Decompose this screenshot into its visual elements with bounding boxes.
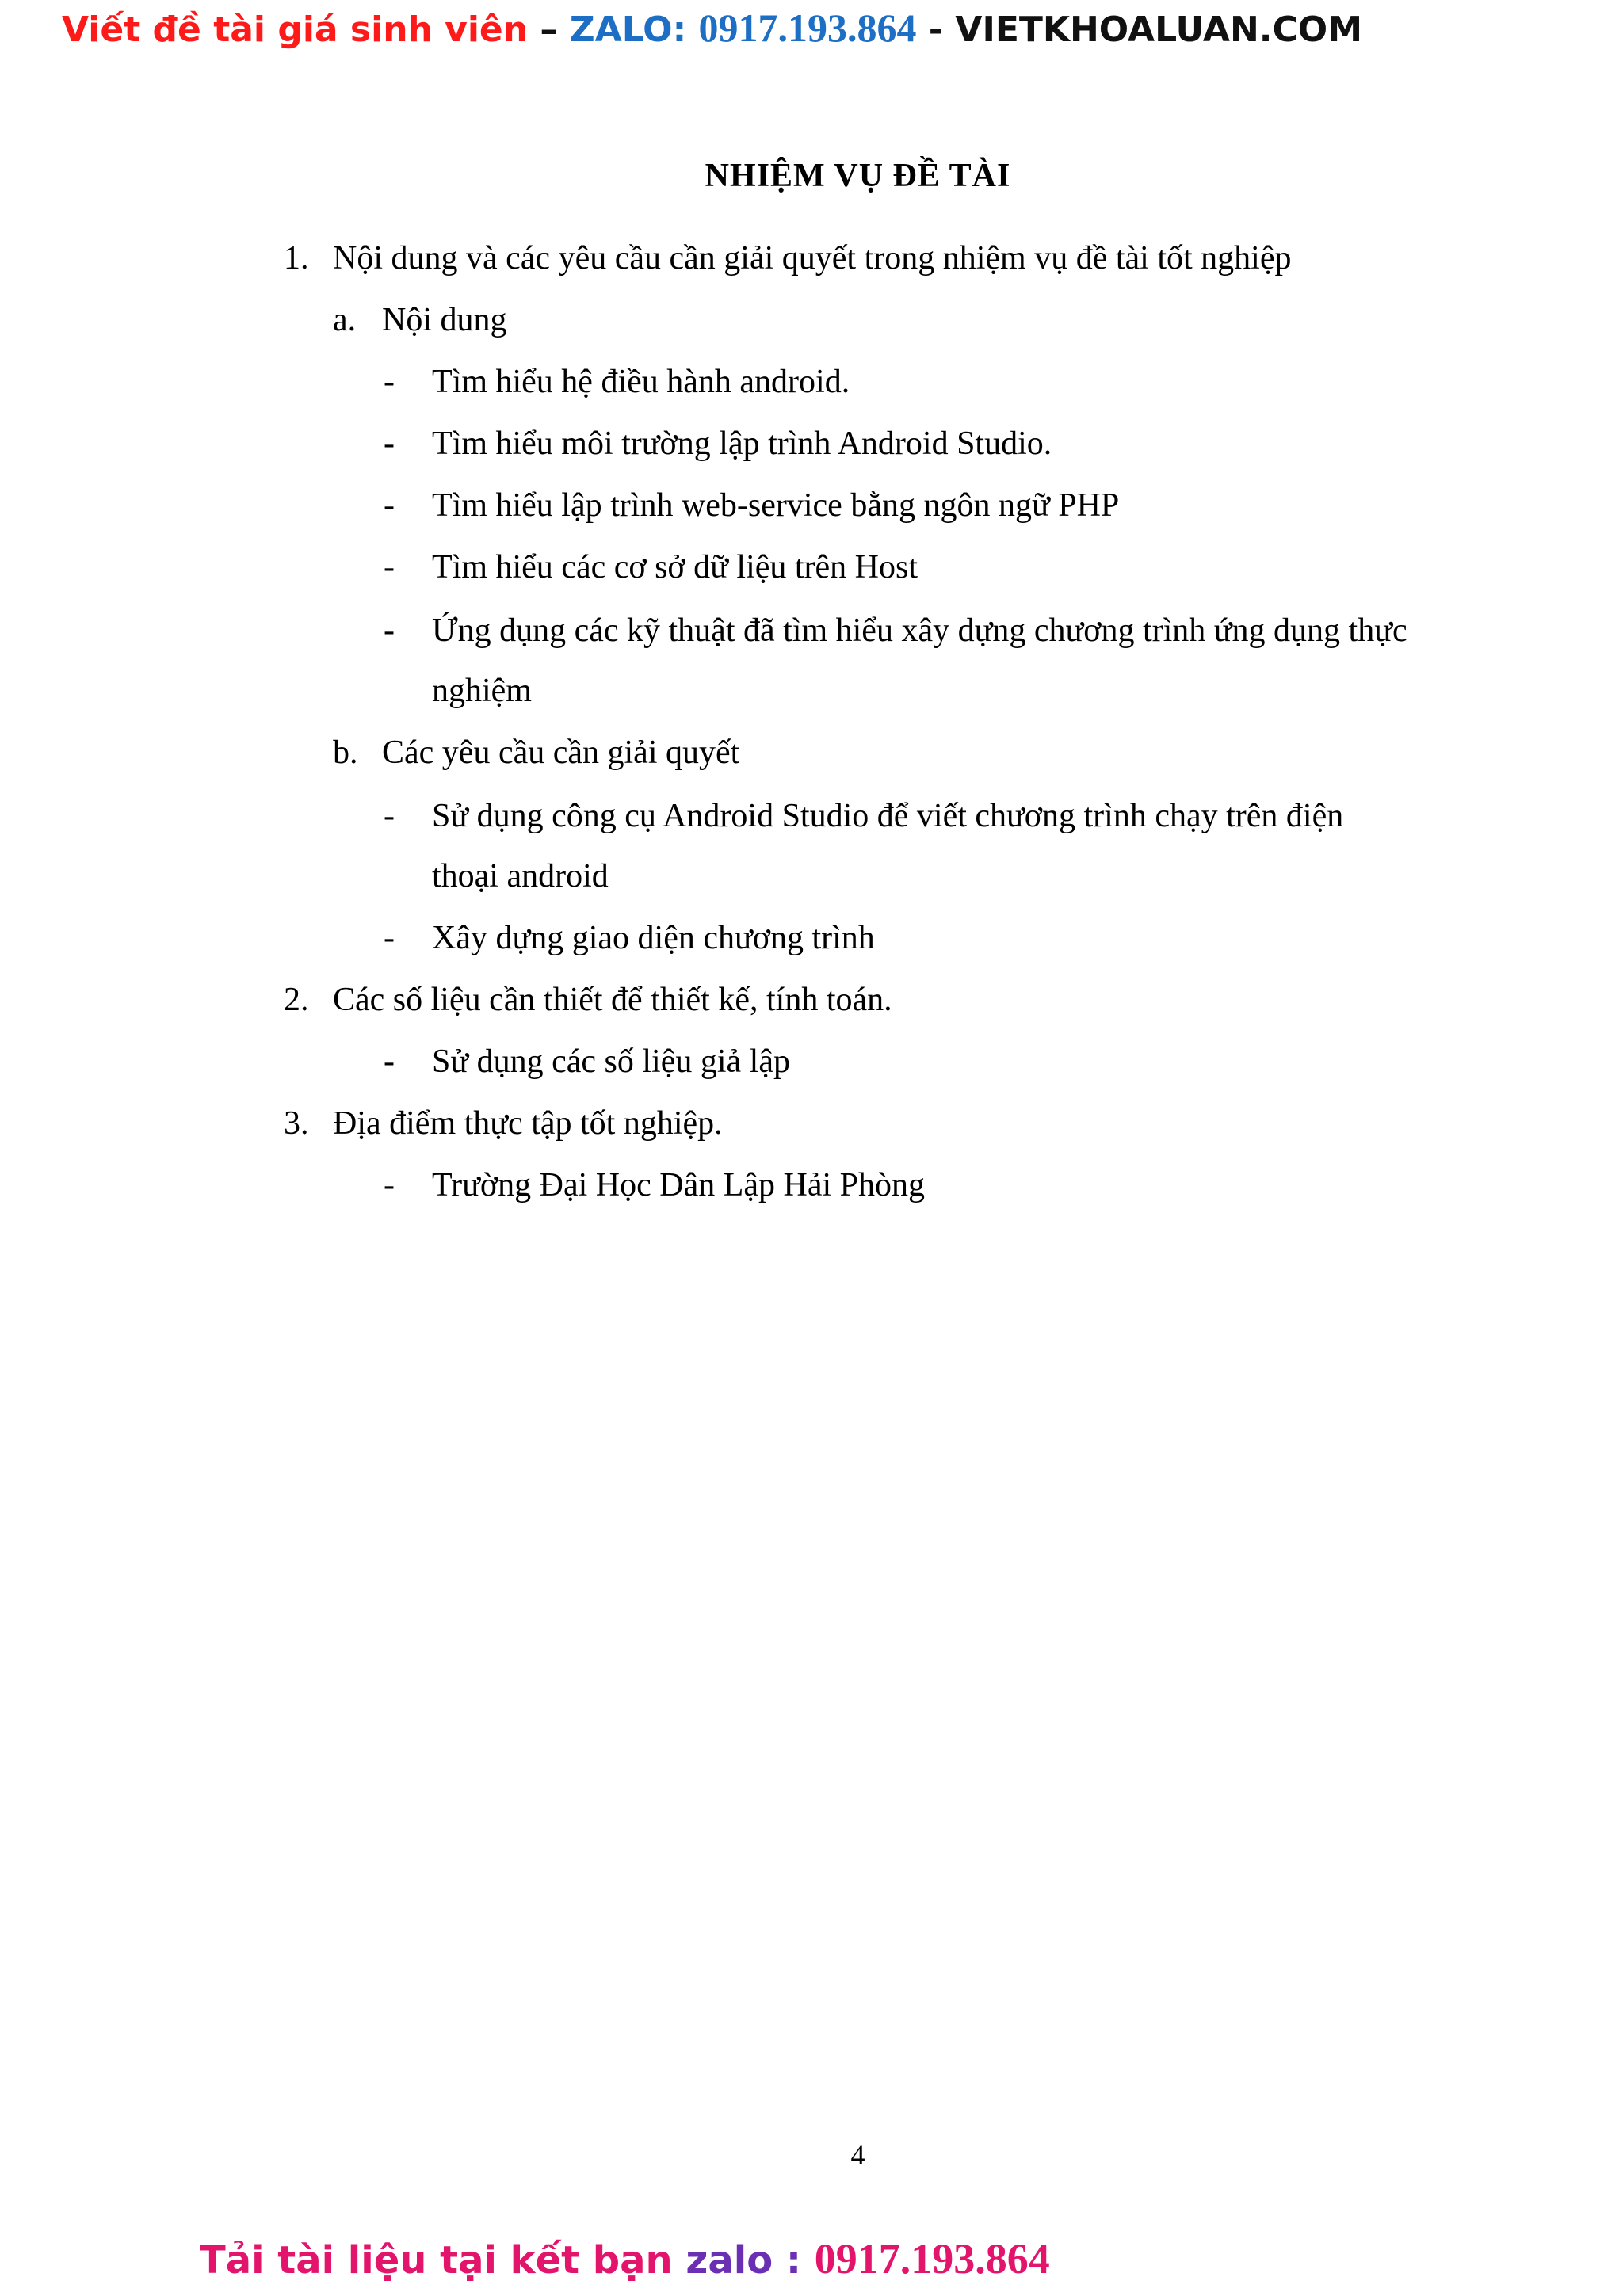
footer-phone-number: 0917.193.864	[814, 2235, 1050, 2283]
list-item: Tìm hiểu lập trình web-service bằng ngôn ngữ PHP	[432, 487, 1120, 524]
bullet-marker: -	[384, 1167, 395, 1203]
list-item: Tìm hiểu môi trường lập trình Android Studio.	[432, 425, 1052, 462]
list-item: Ứng dụng các kỹ thuật đã tìm hiểu xây dựng chương trình ứng dụng thực	[432, 612, 1407, 649]
page-number: 4	[850, 2139, 865, 2171]
list-item-continuation: nghiệm	[432, 673, 532, 709]
bullet-marker: -	[384, 487, 395, 524]
list-item: Trường Đại Học Dân Lập Hải Phòng	[432, 1167, 926, 1203]
subsection-heading: Nội dung	[382, 302, 507, 338]
section-heading: Địa điểm thực tập tốt nghiệp.	[333, 1105, 723, 1142]
document-title: NHIỆM VỤ ĐỀ TÀI	[705, 158, 1011, 194]
list-item: Tìm hiểu hệ điều hành android.	[432, 364, 850, 400]
bullet-marker: -	[384, 1043, 395, 1080]
subsection-letter: a.	[333, 302, 357, 338]
list-item: Xây dựng giao diện chương trình	[432, 920, 875, 956]
header-zalo-label: ZALO:	[569, 10, 699, 50]
section-number: 3.	[284, 1105, 309, 1142]
footer-banner	[200, 2231, 1050, 2286]
header-website: VIETKHOALUAN.COM	[955, 10, 1362, 50]
bullet-marker: -	[384, 549, 395, 585]
bullet-marker: -	[384, 920, 395, 956]
bullet-marker: -	[384, 612, 395, 649]
bullet-marker: -	[384, 425, 395, 462]
list-item: Sử dụng công cụ Android Studio để viết chương trình chạy trên điện	[432, 798, 1344, 834]
bullet-marker: -	[384, 364, 395, 400]
section-heading: Các số liệu cần thiết để thiết kế, tính toán.	[333, 982, 892, 1018]
header-phone-number: 0917.193.864	[698, 6, 917, 50]
subsection-letter: b.	[333, 734, 358, 771]
section-number: 2.	[284, 982, 309, 1018]
section-heading: Nội dung và các yêu cầu cần giải quyết trong nhiệm vụ đề tài tốt nghiệp	[333, 240, 1292, 277]
footer-zalo-label: zalo :	[685, 2238, 815, 2283]
bullet-marker: -	[384, 798, 395, 834]
list-item: Tìm hiểu các cơ sở dữ liệu trên Host	[432, 549, 918, 585]
section-number: 1.	[284, 240, 309, 277]
footer-lead-text: Tải tài liệu tại kết bạn	[200, 2238, 686, 2283]
subsection-heading: Các yêu cầu cần giải quyết	[382, 734, 740, 771]
list-item-continuation: thoại android	[432, 858, 609, 894]
header-separator-2: -	[916, 10, 956, 50]
header-lead-text: Viết đề tài giá sinh viên	[62, 10, 529, 50]
list-item: Sử dụng các số liệu giả lập	[432, 1043, 790, 1080]
header-separator: –	[528, 10, 570, 50]
